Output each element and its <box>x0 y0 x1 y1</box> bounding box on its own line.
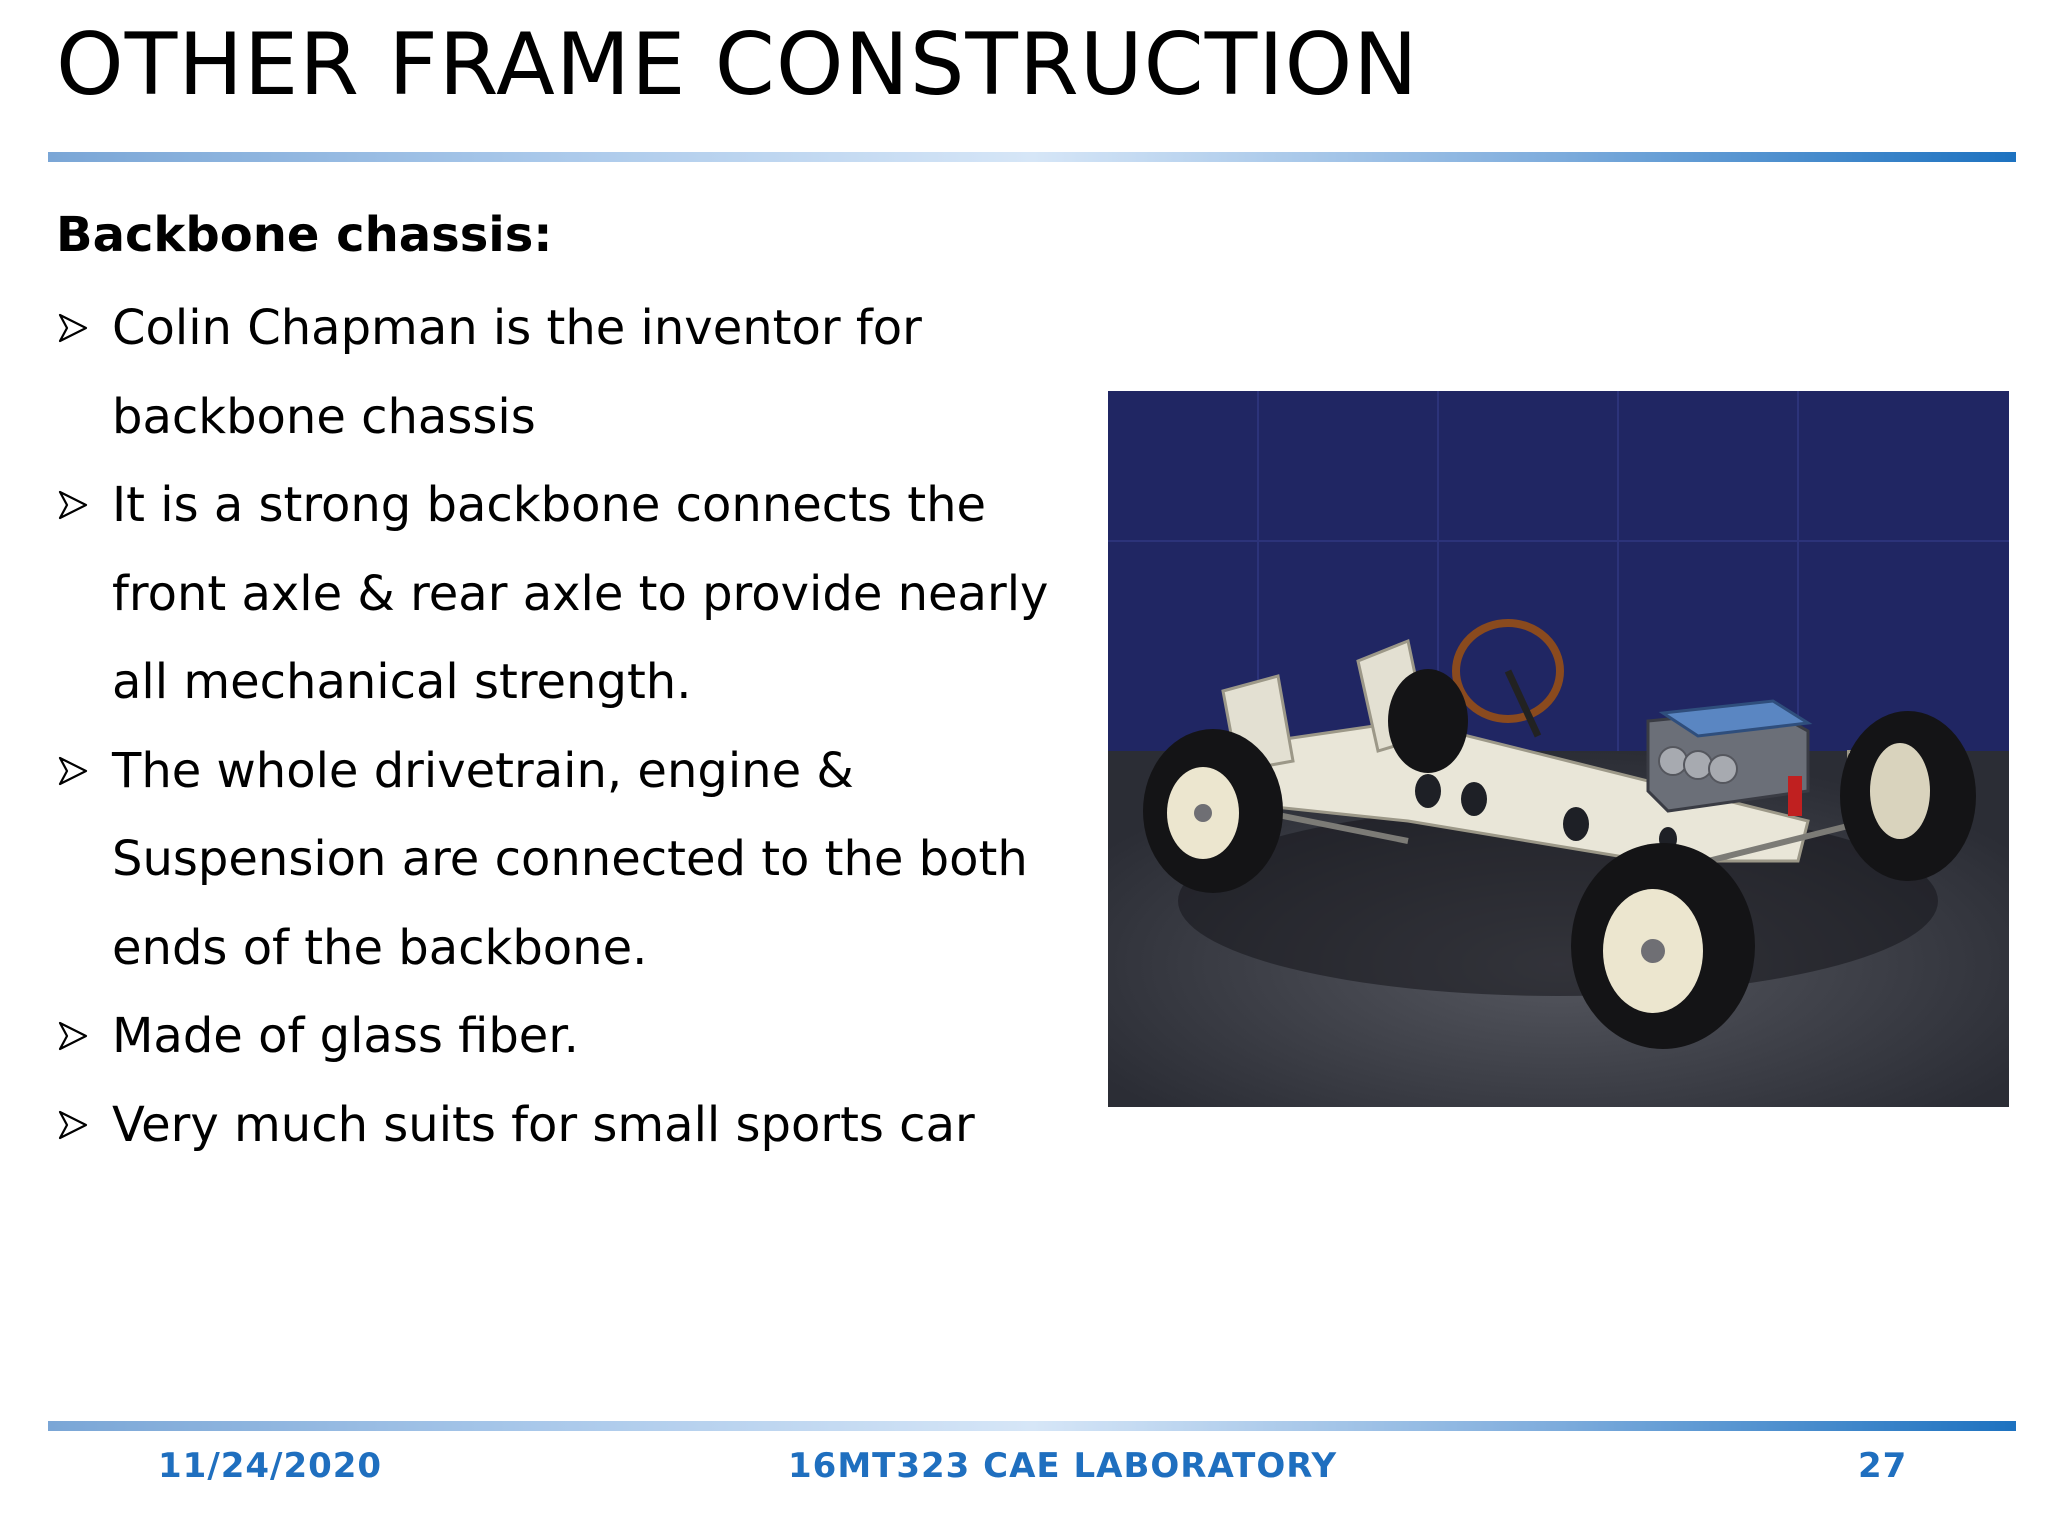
bullet-line: backbone chassis <box>112 388 536 445</box>
bullet-line: ends of the backbone. <box>112 919 648 976</box>
arrowhead-bullet-icon <box>58 461 98 550</box>
bullet-item <box>56 1081 1066 1170</box>
bullet-line: The whole drivetrain, engine & <box>112 742 854 799</box>
arrowhead-bullet-icon <box>58 1081 98 1170</box>
arrowhead-bullet-icon <box>58 284 98 373</box>
slide-content <box>56 200 1066 1169</box>
bullet-line: Very much suits for small sports car <box>112 1096 975 1153</box>
slide-title: OTHER FRAME CONSTRUCTION <box>56 15 1419 115</box>
bullet-list <box>56 284 1066 1169</box>
bullet-item <box>56 992 1066 1081</box>
bullet-line: front axle & rear axle to provide nearly <box>112 565 1049 622</box>
footer-date: 11/24/2020 <box>158 1446 383 1486</box>
backbone-chassis-photo <box>1108 391 2009 1107</box>
bullet-line: Colin Chapman is the inventor for <box>112 300 922 356</box>
slide-number: 27 <box>1858 1446 1908 1486</box>
footer-course-title: 16MT323 CAE LABORATORY <box>788 1446 1338 1486</box>
arrowhead-bullet-icon <box>58 727 98 816</box>
bullet-item <box>56 727 1066 993</box>
arrowhead-bullet-icon <box>58 992 98 1081</box>
bullet-line: Suspension are connected to the both <box>112 831 1028 887</box>
footer-divider <box>48 1421 2016 1431</box>
bullet-item <box>56 461 1066 727</box>
bullet-line: Made of glass fiber. <box>112 1008 579 1064</box>
bullet-line: It is a strong backbone connects the <box>112 477 987 533</box>
section-heading: Backbone chassis: <box>56 207 553 263</box>
bullet-line: all mechanical strength. <box>112 654 692 710</box>
title-divider <box>48 152 2016 162</box>
bullet-item <box>56 284 1066 461</box>
